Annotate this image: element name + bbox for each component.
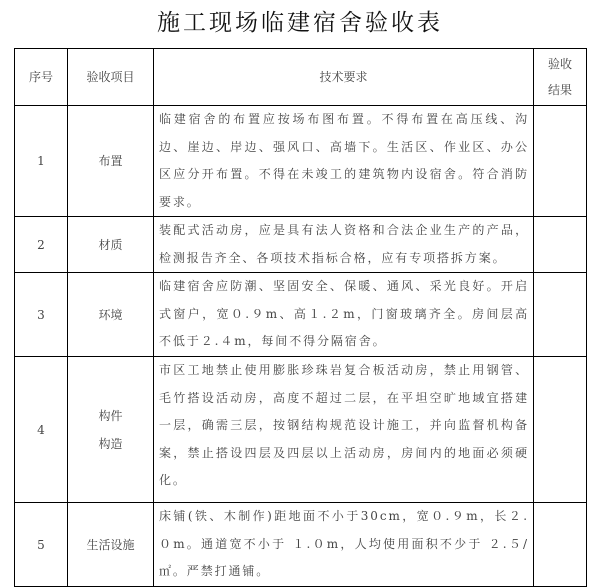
row-result[interactable] bbox=[534, 357, 587, 503]
row-item: 布置 bbox=[68, 106, 154, 217]
row-requirement: 临建宿舍的布置应按场布图布置。不得布置在高压线、沟边、崖边、岸边、强风口、高墙下。生活区、作业区、办公区应分开布置。不得在未竣工的建筑物内设宿舍。符合消防要求。 bbox=[154, 106, 534, 217]
page-title: 施工现场临建宿舍验收表 bbox=[157, 10, 443, 36]
row-result[interactable] bbox=[534, 273, 587, 357]
row-item: 环境 bbox=[68, 273, 154, 357]
row-requirement: 临建宿舍应防潮、坚固安全、保暖、通风、采光良好。开启式窗户，宽０.９m、高１.２m，门窗玻璃齐全。房间层高不低于２.４m，每间不得分隔宿舍。 bbox=[154, 273, 534, 357]
header-result bbox=[534, 49, 587, 106]
table-row bbox=[15, 273, 587, 357]
row-seq: 1 bbox=[15, 106, 68, 217]
row-seq: 5 bbox=[15, 503, 68, 587]
row-result[interactable] bbox=[534, 503, 587, 587]
row-seq: 2 bbox=[15, 217, 68, 273]
row-seq: 4 bbox=[15, 357, 68, 503]
row-item: 材质 bbox=[68, 217, 154, 273]
row-item-line: 构造 bbox=[98, 436, 123, 451]
acceptance-table bbox=[14, 48, 587, 587]
row-item-line: 构件 bbox=[98, 408, 123, 423]
row-requirement: 床铺(铁、木制作)距地面不小于30cm，宽０.９m，长２.０m。通道宽不小于 １.０m，人均使用面积不少于 ２.５/㎡。严禁打通铺。 bbox=[154, 503, 534, 587]
table-row bbox=[15, 217, 587, 273]
row-result[interactable] bbox=[534, 106, 587, 217]
row-item: 生活设施 bbox=[68, 503, 154, 587]
row-requirement: 市区工地禁止使用膨胀珍珠岩复合板活动房，禁止用钢管、毛竹搭设活动房，高度不超过二层，在平坦空旷地域宜搭建一层，确需三层，按钢结构规范设计施工，并向监督机构备案，禁止搭设四层及四层以上活动房，房间内的地面必须硬化。 bbox=[154, 357, 534, 503]
table-row bbox=[15, 357, 587, 503]
table-header-row bbox=[15, 49, 587, 106]
header-result-line1: 验收 bbox=[547, 57, 572, 71]
row-requirement: 装配式活动房，应是具有法人资格和合法企业生产的产品，检测报告齐全、各项技术指标合格，应有专项搭拆方案。 bbox=[154, 217, 534, 273]
table-row bbox=[15, 503, 587, 587]
row-result[interactable] bbox=[534, 217, 587, 273]
row-item bbox=[68, 357, 154, 503]
header-requirement: 技术要求 bbox=[154, 49, 534, 106]
table-row bbox=[15, 106, 587, 217]
row-seq: 3 bbox=[15, 273, 68, 357]
header-result-line2: 结果 bbox=[547, 83, 572, 97]
header-seq: 序号 bbox=[15, 49, 68, 106]
header-item: 验收项目 bbox=[68, 49, 154, 106]
